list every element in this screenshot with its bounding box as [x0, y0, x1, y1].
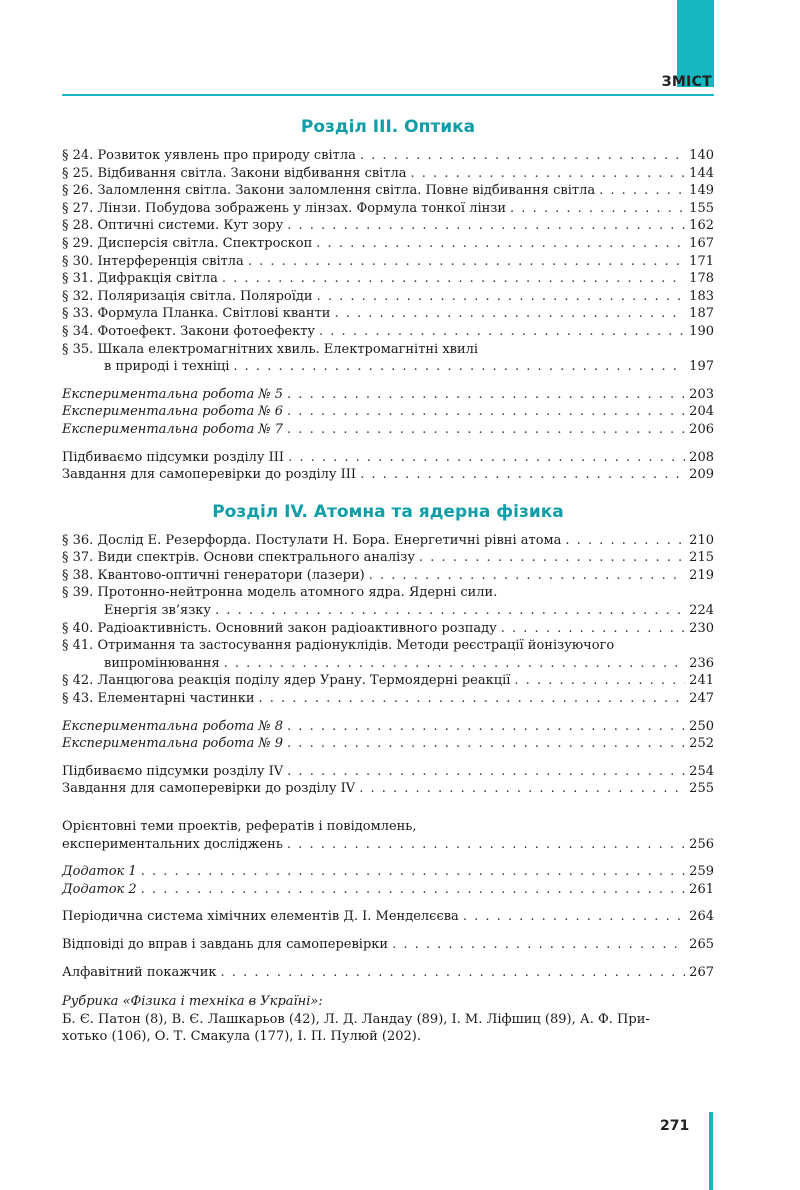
toc-entry[interactable]: § 29. Дисперсія світла. Спектроскоп . . . 167 — [62, 235, 714, 253]
toc-entry-multiline[interactable]: § 39. Протонно-нейтронна модель атомного ядра. Ядерні сили. Енергія зв’язку . . . 224 — [62, 584, 714, 619]
toc-entry-lab[interactable]: Експериментальна робота № 9 . . . 252 — [62, 735, 714, 753]
toc-entry[interactable]: § 28. Оптичні системи. Кут зору . . . 162 — [62, 217, 714, 235]
toc-entry[interactable]: § 32. Поляризація світла. Поляроїди . . . 183 — [62, 288, 714, 306]
toc-entry[interactable]: Завдання для самоперевірки до розділу IV . . . 255 — [62, 780, 714, 798]
header-title: ЗМІСТ — [661, 74, 712, 90]
section-4-labs — [62, 718, 714, 753]
section-3-summary — [62, 449, 714, 484]
section-3-entries — [62, 147, 714, 376]
toc-entry-multiline[interactable]: Орієнтовні теми проектів, рефератів і повідомлень, експериментальних досліджень . . . 256 — [62, 818, 714, 853]
toc-entry[interactable]: § 38. Квантово-оптичні генератори (лазери) . . . 219 — [62, 567, 714, 585]
toc-entry-index[interactable]: Алфавітний покажчик . . . 267 — [62, 964, 714, 982]
table-of-contents — [62, 113, 714, 1046]
rubric-title: Рубрика «Фізика і техніка в Україні»: — [62, 994, 323, 1010]
section-3-title: Розділ III. Оптика — [300, 117, 476, 137]
toc-entry[interactable]: § 33. Формула Планка. Світлові кванти . . . 187 — [62, 305, 714, 323]
toc-entry[interactable]: § 40. Радіоактивність. Основний закон радіоактивного розпаду . . . 230 — [62, 620, 714, 638]
section-4-title: Розділ IV. Атомна та ядерна фізика — [212, 501, 564, 522]
section-4-entries — [62, 532, 714, 708]
toc-entry[interactable]: § 42. Ланцюгова реакція поділу ядер Урану. Термоядерні реакції . . . 241 — [62, 672, 714, 690]
header-rule — [62, 94, 714, 96]
toc-entry-multiline[interactable]: § 35. Шкала електромагнітних хвиль. Електромагнітні хвилі в природі і техніці . . . 197 — [62, 341, 714, 376]
toc-entry[interactable]: § 37. Види спектрів. Основи спектрального аналізу . . . 215 — [62, 549, 714, 567]
toc-entry-lab[interactable]: Експериментальна робота № 7 . . . 206 — [62, 421, 714, 439]
toc-entry[interactable]: § 27. Лінзи. Побудова зображень у лінзах. Формула тонкої лінзи . . . 155 — [62, 200, 714, 218]
section-3-labs — [62, 386, 714, 439]
toc-entry[interactable]: § 25. Відбивання світла. Закони відбивання світла . . . 144 — [62, 165, 714, 183]
toc-entry-lab[interactable]: Експериментальна робота № 8 . . . 250 — [62, 718, 714, 736]
rubric-block — [62, 993, 714, 1046]
rubric-names-line: Б. Є. Патон (8), В. Є. Лашкарьов (42), Л. Д. Ландау (89), І. М. Ліфшиц (89), А. Ф. При- — [62, 1011, 650, 1027]
toc-entry[interactable]: § 31. Дифракція світла . . . 178 — [62, 270, 714, 288]
toc-entry-supplement[interactable]: Додаток 1 . . . 259 — [62, 863, 714, 881]
toc-entry[interactable]: Підбиваємо підсумки розділу III . . . 208 — [62, 449, 714, 467]
page-number: 271 — [660, 1118, 690, 1134]
toc-entry[interactable]: Підбиваємо підсумки розділу IV . . . 254 — [62, 763, 714, 781]
toc-entry[interactable]: § 34. Фотоефект. Закони фотоефекту . . . 190 — [62, 323, 714, 341]
toc-entry[interactable]: § 24. Розвиток уявлень про природу світла . . . 140 — [62, 147, 714, 165]
section-4-summary — [62, 763, 714, 798]
toc-entry[interactable]: § 43. Елементарні частинки . . . 247 — [62, 690, 714, 708]
toc-entry-lab[interactable]: Експериментальна робота № 6 . . . 204 — [62, 403, 714, 421]
toc-entry-multiline[interactable]: § 41. Отримання та застосування радіонуклідів. Методи реєстрації йонізуючого випромінювання . . . 236 — [62, 637, 714, 672]
toc-entry[interactable]: Завдання для самоперевірки до розділу III . . . 209 — [62, 466, 714, 484]
toc-entry[interactable]: § 36. Дослід Е. Резерфорда. Постулати Н. Бора. Енергетичні рівні атома . . . 210 — [62, 532, 714, 550]
toc-entry-lab[interactable]: Експериментальна робота № 5 . . . 203 — [62, 386, 714, 404]
rubric-names-line: хотько (106), О. Т. Смакула (177), І. П. Пулюй (202). — [62, 1029, 421, 1045]
toc-entry-periodic-table[interactable]: Періодична система хімічних елементів Д. І. Менделєєва . . . 264 — [62, 908, 714, 926]
toc-entry[interactable]: § 30. Інтерференція світла . . . 171 — [62, 253, 714, 271]
bottom-accent-rule — [709, 1112, 713, 1190]
toc-entry-answers[interactable]: Відповіді до вправ і завдань для самоперевірки . . . 265 — [62, 936, 714, 954]
toc-entry[interactable]: § 26. Заломлення світла. Закони заломлення світла. Повне відбивання світла . . . 149 — [62, 182, 714, 200]
toc-entry-supplement[interactable]: Додаток 2 . . . 261 — [62, 881, 714, 899]
